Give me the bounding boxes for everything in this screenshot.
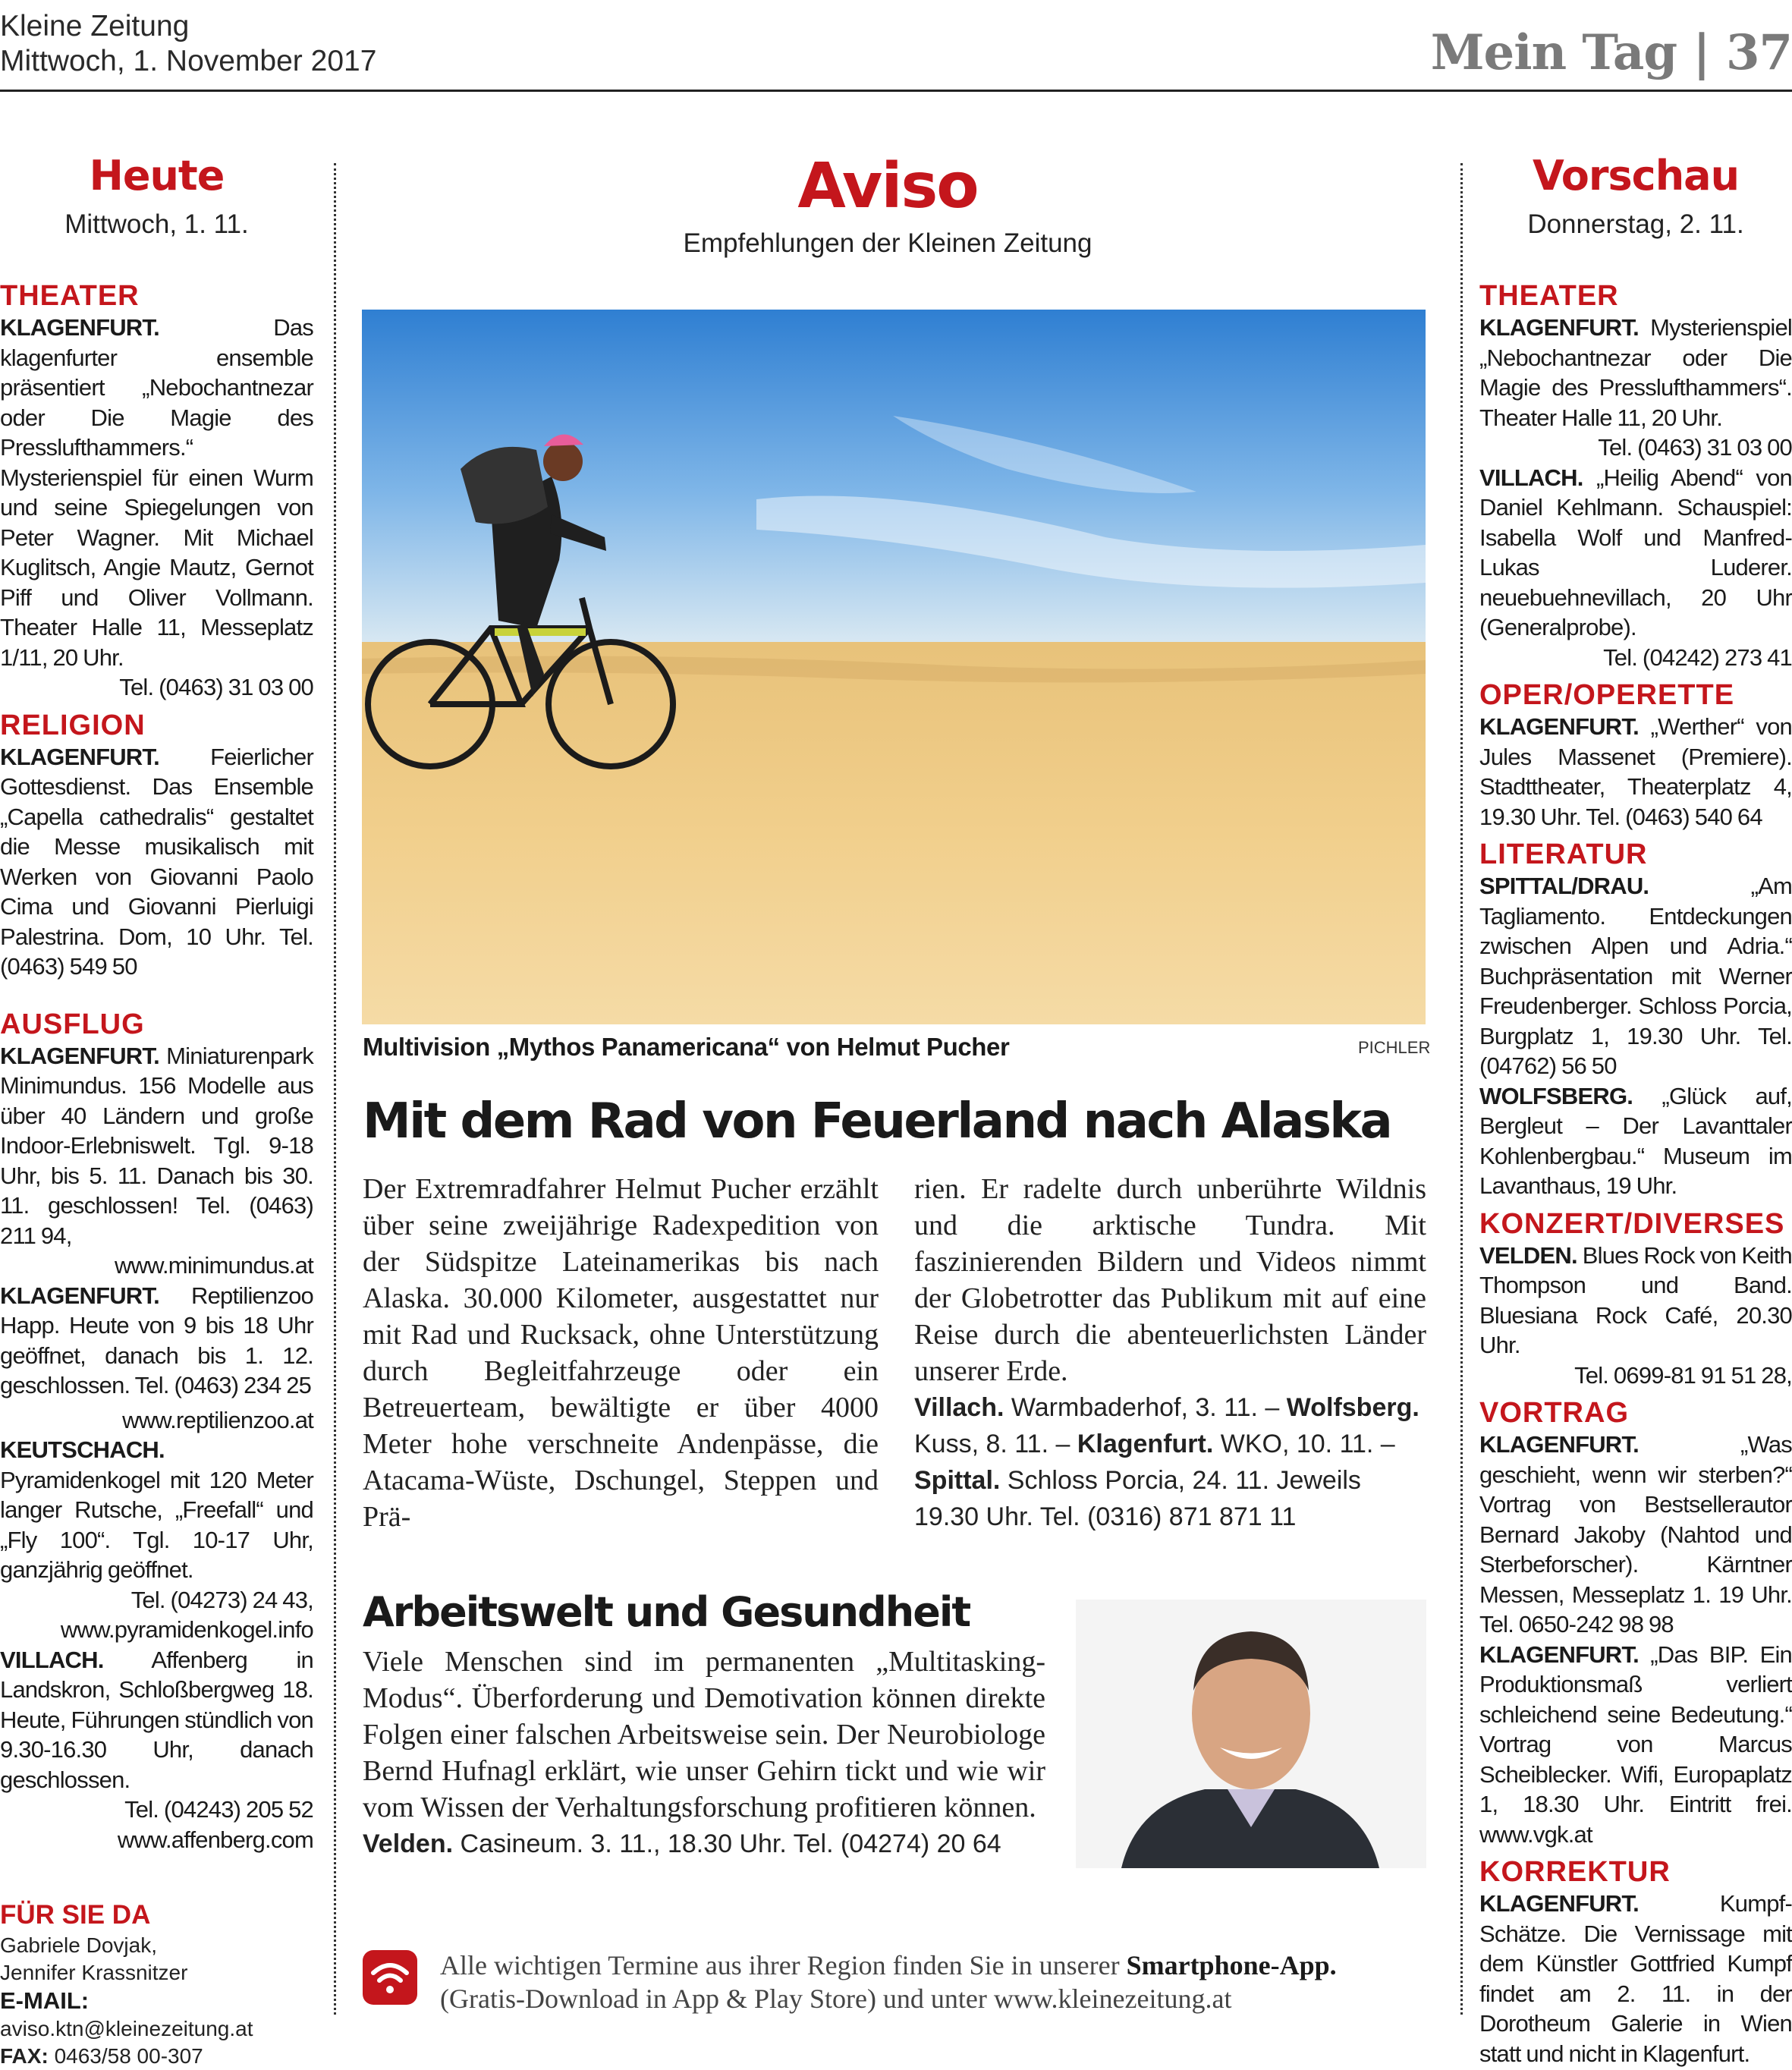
aviso-subtitle: Empfehlungen der Kleinen Zeitung [683, 228, 1092, 258]
article-body-text: rien. Er radelte durch unberührte Wildnis und die arktische Tundra. Mit faszinierenden Bildern und Videos nimmt der Globetrotter das Publikum mit auf eine Reise durch die abenteuerlichsten Länder unserer Erde. [914, 1173, 1426, 1387]
aviso-title: Aviso [797, 150, 978, 222]
listing-entry: KLAGENFURT. „Werther“ von Jules Massenet (Premiere). Stadttheater, Theaterplatz 4, 19.30 Uhr. Tel. (0463) 540 64 [1479, 713, 1792, 830]
listing-entry: KLAGENFURT. Feierlicher Gottesdienst. Das Ensemble „Capella cathedralis“ gestaltet die Messe musikalisch mit Werken von Giovanni Paolo Cima und Giovanni Pierluigi Palestrina. Dom, 10 Uhr. Tel. (0463) 549 50 [0, 743, 313, 980]
article-body-col1: Der Extremradfahrer Helmut Pucher erzählt über seine zweijährige Radexpedition von der Südspitze Lateinamerikas bis nach Alaska. 30.000 Kilometer, ausgestattet nur mit Rad und Rucksack, ohne Unterstützung durch Begleitfahrzeuge oder ein Betreuerteam, bewältigte er über 4000 Meter hohe verschneite Andenpässe, die Atacama-Wüste, Dschungel, Steppen und Prä- [363, 1173, 879, 1533]
listing-entry: WOLFSBERG. „Glück auf, Bergleut – Der Lavanttaler Kohlenbergbau.“ Museum im Lavanthaus, 19 Uhr. [1479, 1082, 1792, 1199]
header-rule [0, 90, 1792, 92]
preview-date: Donnerstag, 2. 11. [1527, 209, 1744, 239]
second-article-event: Velden. Casineum. 3. 11., 18.30 Uhr. Tel. (04274) 20 64 [363, 1829, 1001, 1858]
listing-entry: KLAGENFURT. Kumpf-Schätze. Die Vernissage mit dem Künstler Gottfried Kumpf findet am 2. 11. in der Dorotheum Galerie in Wien statt und nicht in Klagenfurt. [1479, 1890, 1792, 2067]
article-body-col2 [914, 1171, 1426, 1535]
speaker-portrait [1076, 1600, 1426, 1868]
listing-entry: SPITTAL/DRAU. „Am Tagliamento. Entdeckungen zwischen Alpen und Adria.“ Buchpräsentation mit Werner Freudenberger. Schloss Porcia, Burgplatz 1, 19.30 Uhr. Tel. (04762) 56 50 [1479, 873, 1792, 1079]
wifi-icon [363, 1950, 417, 2005]
today-date: Mittwoch, 1. 11. [64, 209, 249, 239]
listing-entry: VILLACH. Affenberg in Landskron, Schloßbergweg 18. Heute, Führungen stündlich von 9.30-16.30 Uhr, danach geschlossen. Tel. (04243) 205 52 www.affenberg.com [0, 1646, 314, 1853]
app-promo: Alle wichtigen Termine aus ihrer Region finden Sie in unserer Smartphone-App. (Gratis-Download in App & Play Store) und unter www.kleinezeitung.at [440, 1950, 1337, 2014]
category-literatur: LITERATUR [1479, 838, 1648, 870]
credits-email-label: E-MAIL: [0, 1987, 90, 2014]
listing-entry: KLAGENFURT. Miniaturenpark Minimundus. 156 Modelle aus über 40 Ländern und große Indoor-Erlebniswelt. Tgl. 9-18 Uhr, bis 5. 11. Danach bis 30. 11. geschlossen! Tel. (0463) 211 94, www.minimundus.at [0, 1042, 313, 1279]
article-headline: Mit dem Rad von Feuerland nach Alaska [363, 1093, 1391, 1150]
category-theater: THEATER [1479, 280, 1619, 312]
section-title: Mein Tag | 37 [1430, 24, 1792, 81]
credits-heading: FÜR SIE DA [0, 1900, 151, 1930]
second-article-body [363, 1644, 1045, 1862]
category-religion: RELIGION [0, 709, 146, 741]
listing-entry: KLAGENFURT. Reptilienzoo Happ. Heute von 9 bis 18 Uhr geöffnet, danach bis 1. 12. geschlossen. Tel. (0463) 234 25 www.reptilienzoo.at [0, 1282, 313, 1433]
right-column-preview [1479, 152, 1792, 2068]
credits-name: Jennifer Krassnitzer [0, 1961, 188, 1984]
listing-entry: VILLACH. „Heilig Abend“ von Daniel Kehlmann. Schauspiel: Isabella Wolf und Manfred-Lukas Luderer. neuebuehnevillach, 20 Uhr (Generalprobe). Tel. (04242) 273 41 [1479, 464, 1792, 671]
listing-entry: KEUTSCHACH. Pyramidenkogel mit 120 Meter langer Rutsche, „Freefall“ und „Fly 100“. Tgl. 10-17 Uhr, ganzjährig geöffnet. Tel. (04273) 24 43, www.pyramidenkogel.info [0, 1436, 313, 1643]
category-ausflug: AUSFLUG [0, 1008, 145, 1040]
second-article-headline: Arbeitswelt und Gesundheit [363, 1588, 970, 1636]
credits-email: aviso.ktn@kleinezeitung.at [0, 2017, 253, 2040]
listing-entry: KLAGENFURT. Das klagenfurter ensemble präsentiert „Nebochantnezar oder Die Magie des Presslufthammers.“ Mysterienspiel für einen Wurm und seine Spiegelungen von Peter Wagner. Mit Michael Kuglitsch, Angie Mautz, Gernot Piff und Oliver Vollmann. Theater Halle 11, Messeplatz 1/11, 20 Uhr. Tel. (0463) 31 03 00 [0, 314, 313, 700]
issue-date: Mittwoch, 1. November 2017 [0, 45, 377, 77]
category-theater: THEATER [0, 280, 140, 312]
photo-caption: Multivision „Mythos Panamericana“ von Helmut Pucher [363, 1033, 1010, 1061]
article-events: Villach. Warmbaderhof, 3. 11. – Wolfsberg. Kuss, 8. 11. – Klagenfurt. WKO, 10. 11. – Spittal. Schloss Porcia, 24. 11. Jeweils 19.30 Uhr. Tel. (0316) 871 871 11 [914, 1393, 1419, 1531]
credits-name: Gabriele Dovjak, [0, 1933, 157, 1957]
publication-name: Kleine Zeitung [0, 10, 190, 42]
credits-fax: FAX: 0463/58 00-307 [0, 2044, 203, 2068]
left-column-today [0, 152, 313, 2070]
category-oper: OPER/OPERETTE [1479, 679, 1735, 711]
second-article-text: Viele Menschen sind im permanenten „Multitasking-Modus“. Überforderung und Demotivation können direkte Folgen einer falschen Arbeitsweise sein. Der Neurobiologe Bernd Hufnagl erklärt, wie unser Gehirn tickt und wie wir vom Wissen der Verhaltungsforschung profitieren können. [363, 1646, 1045, 1823]
today-title: Heute [89, 152, 225, 200]
column-divider-right [1460, 163, 1463, 2015]
category-korrektur: KORREKTUR [1479, 1856, 1671, 1888]
cyclist-desert-photo [362, 310, 1426, 1024]
preview-title: Vorschau [1532, 152, 1740, 200]
listing-entry: VELDEN. Blues Rock von Keith Thompson und Band. Bluesiana Rock Café, 20.30 Uhr. Tel. 0699-81 91 51 28, [1479, 1241, 1792, 1389]
category-konzert: KONZERT/DIVERSES [1479, 1207, 1785, 1240]
photo-credit: PICHLER [1358, 1038, 1431, 1057]
category-vortrag: VORTRAG [1479, 1397, 1629, 1429]
column-divider-left [334, 163, 336, 2015]
listing-entry: KLAGENFURT. Mysterienspiel „Nebochantnezar oder Die Magie des Presslufthammers“. Theater Halle 11, 20 Uhr. Tel. (0463) 31 03 00 [1479, 314, 1792, 461]
listing-entry: KLAGENFURT. „Das BIP. Ein Produktionsmaß verliert schleichend seine Bedeutung.“ Vortrag von Marcus Scheiblecker. Wifi, Europaplatz 1, 18.30 Uhr. Eintritt frei. www.vgk.at [1479, 1641, 1792, 1848]
listing-entry: KLAGENFURT. „Was geschieht, wenn wir sterben?“ Vortrag von Bestsellerautor Bernard Jakoby (Nahtod und Sterbeforscher). Kärntner Messen, Messeplatz 1. 19 Uhr. Tel. 0650-242 98 98 [1479, 1431, 1792, 1637]
